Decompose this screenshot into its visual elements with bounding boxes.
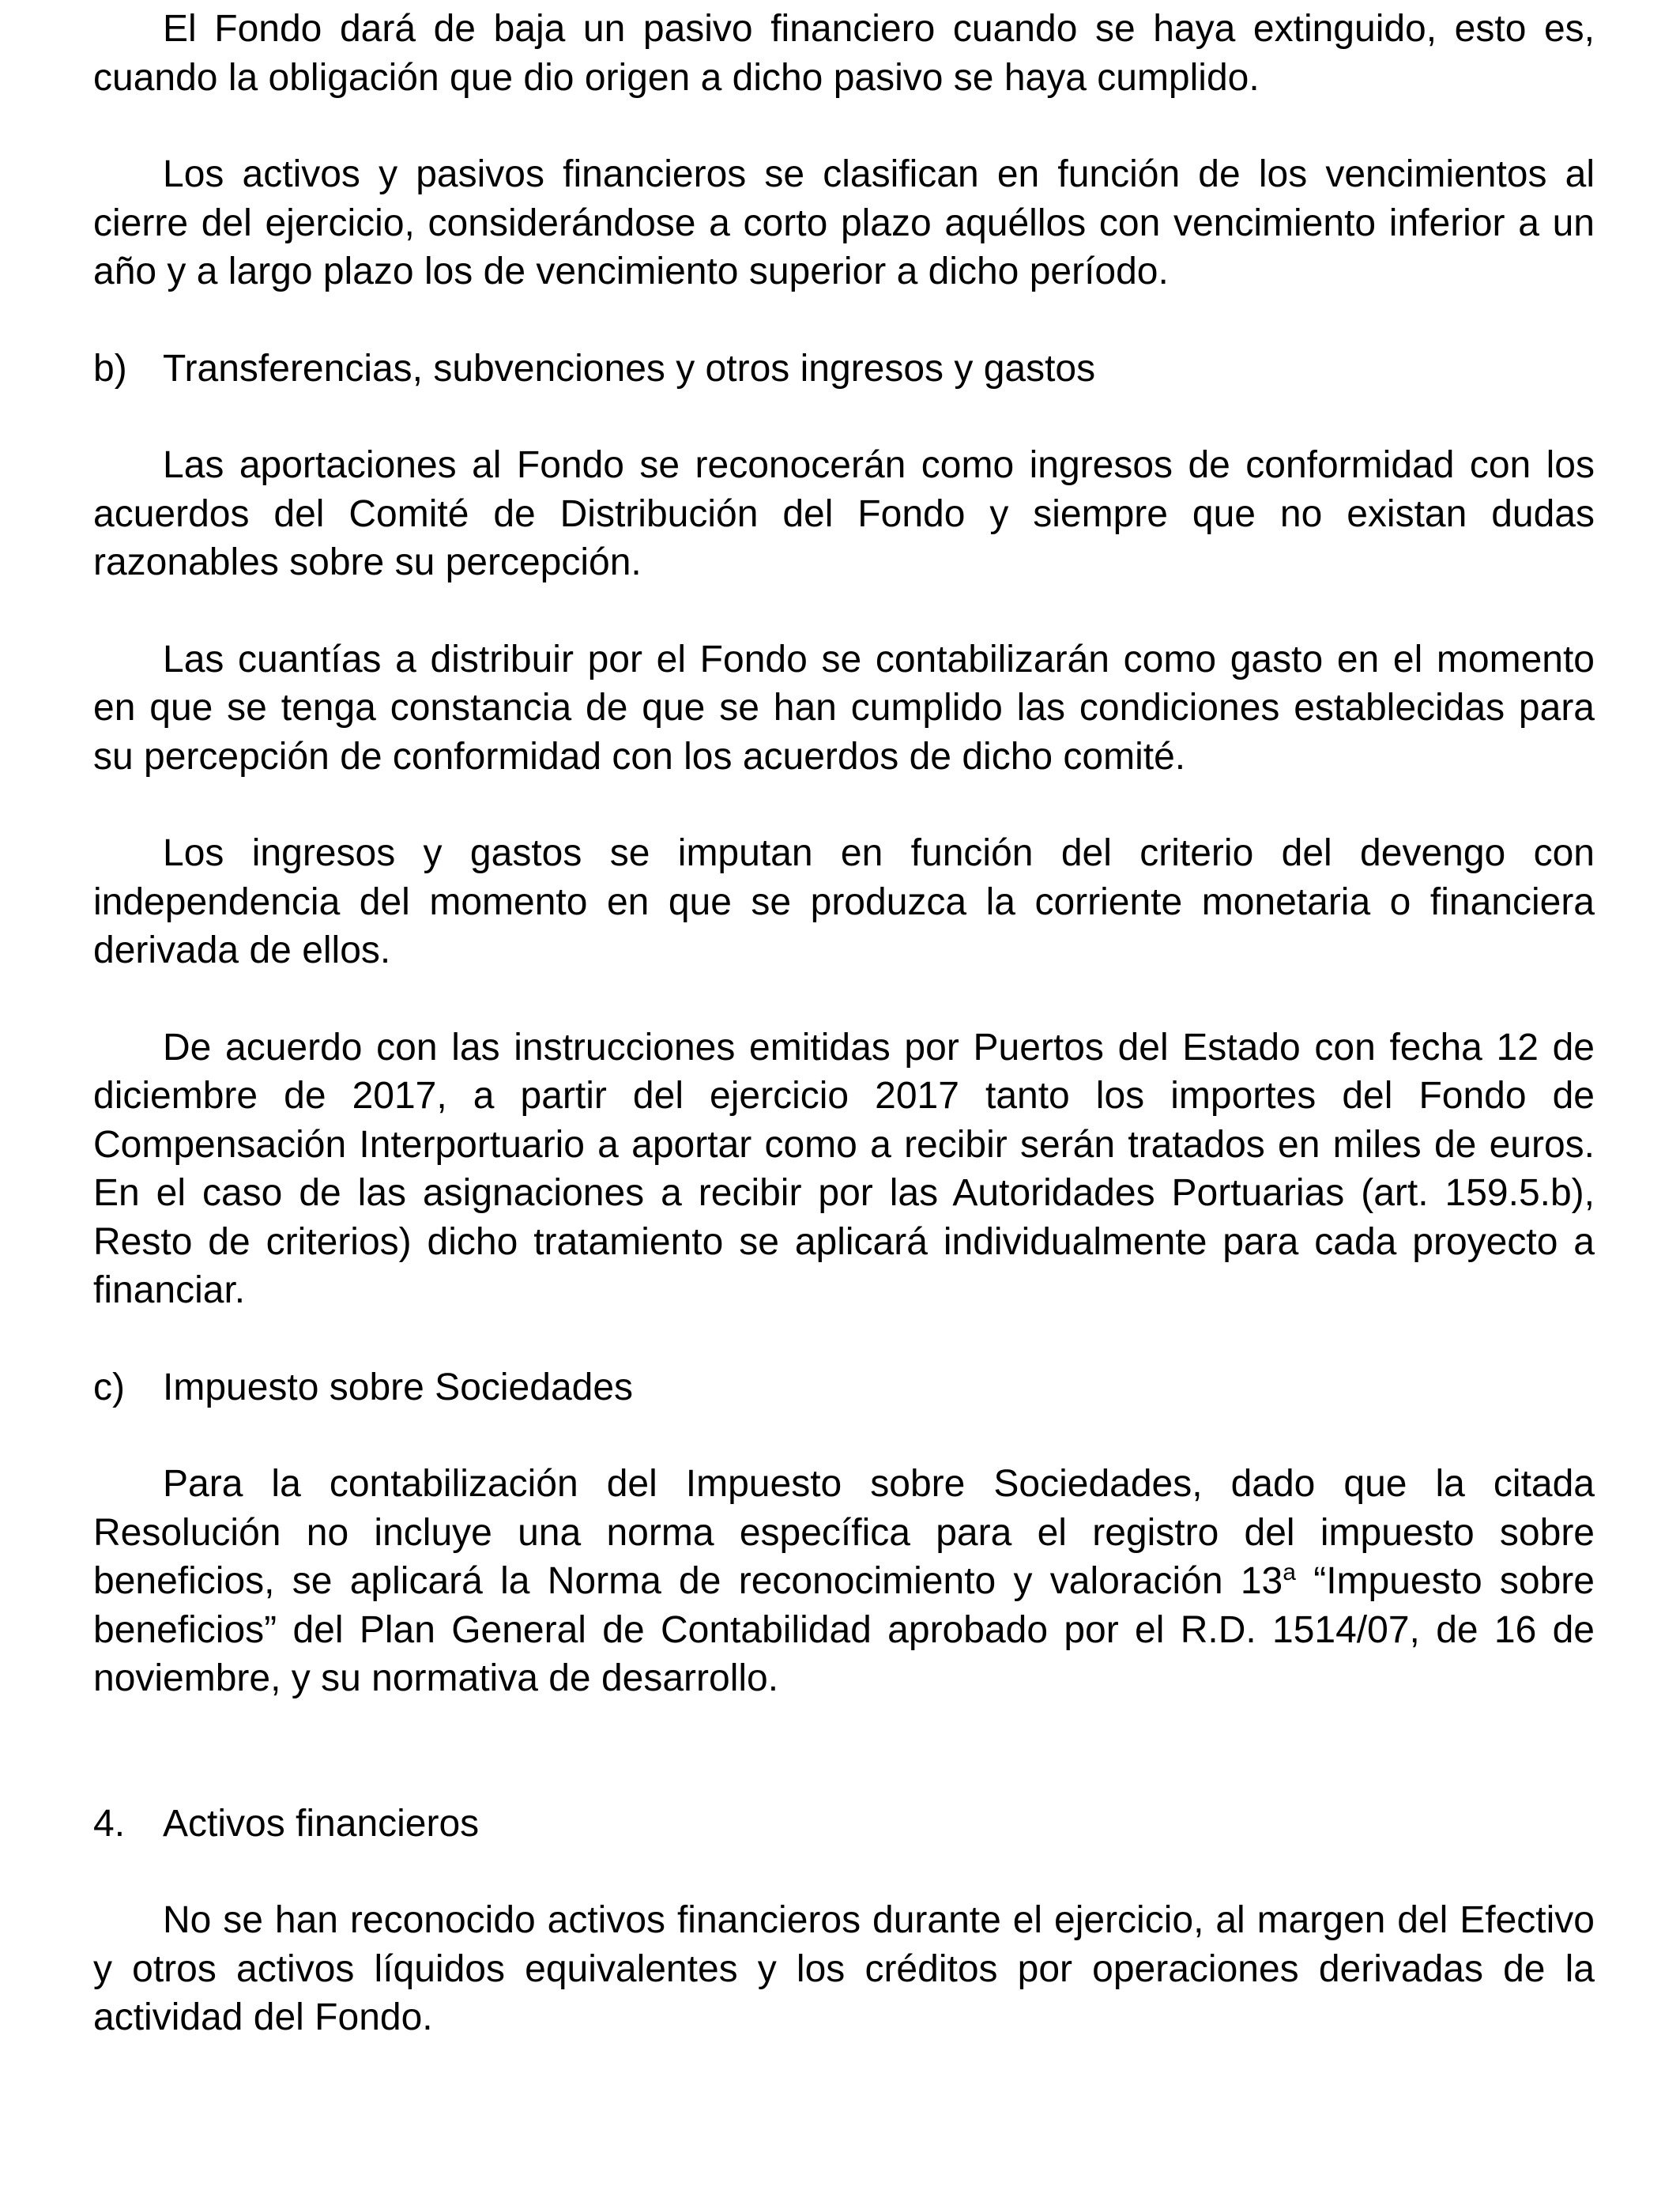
section-heading-4 <box>93 1800 1595 1849</box>
section-heading-b <box>93 345 1595 394</box>
ordinal-superscript: a <box>1283 1559 1296 1585</box>
section-spacer <box>93 1751 1595 1800</box>
paragraph-activos-financieros: No se han reconocido activos financieros durante el ejercicio, al margen del Efectivo y otros activos líquidos equivalentes y los créditos por operaciones derivadas de la actividad del Fondo. <box>93 1899 1595 2038</box>
paragraph-pasivo-baja: El Fondo dará de baja un pasivo financiero cuando se haya extinguido, esto es, cuando la obligación que dio origen a dicho pasivo se haya cumplido. <box>93 8 1595 99</box>
heading-marker: c) <box>93 1366 125 1408</box>
paragraph-devengo: Los ingresos y gastos se imputan en función del criterio del devengo con independencia del momento en que se produzca la corriente monetaria o financiera derivada de ellos. <box>93 832 1595 971</box>
paragraph-impuesto-tail: “Impuesto sobre beneficios” del Plan General de Contabilidad aprobado por el R.D. 1514/07, de 16 de noviembre, y su normativa de desarrollo. <box>93 1560 1595 1699</box>
heading-title: Transferencias, subvenciones y otros ingresos y gastos <box>163 347 1096 390</box>
paragraph-impuesto <box>93 1460 1595 1703</box>
paragraph-impuesto-text: Para la contabilización del Impuesto sobre Sociedades, dado que la citada Resolución no incluye una norma específica para el registro del impuesto sobre beneficios, se aplicará la Norma de reconocimiento y valoración 13 <box>93 1463 1595 1602</box>
heading-marker: 4. <box>93 1802 126 1845</box>
paragraph-clasificacion-vencimientos: Los activos y pasivos financieros se clasifican en función de los vencimientos al cierre del ejercicio, considerándose a corto plazo aquéllos con vencimiento inferior a un año y a largo plazo los de vencimiento superior a dicho período. <box>93 153 1595 292</box>
heading-marker: b) <box>93 347 127 390</box>
document-page <box>93 5 1595 2090</box>
paragraph-cuantias: Las cuantías a distribuir por el Fondo se contabilizarán como gasto en el momento en que se tenga constancia de que se han cumplido las condiciones establecidas para su percepción de conformidad con los acuerdos de dicho comité. <box>93 638 1595 778</box>
paragraph-aportaciones: Las aportaciones al Fondo se reconocerán como ingresos de conformidad con los acuerdos del Comité de Distribución del Fondo y siempre que no existan dudas razonables sobre su percepción. <box>93 444 1595 583</box>
heading-title: Impuesto sobre Sociedades <box>163 1366 634 1408</box>
heading-title: Activos financieros <box>163 1802 480 1845</box>
section-heading-c <box>93 1363 1595 1412</box>
paragraph-instrucciones: De acuerdo con las instrucciones emitidas por Puertos del Estado con fecha 12 de diciembre de 2017, a partir del ejercicio 2017 tanto los importes del Fondo de Compensación Interportuario a aportar como a recibir serán tratados en miles de euros. En el caso de las asignaciones a recibir por las Autoridades Portuarias (art. 159.5.b), Resto de criterios) dicho tratamiento se aplicará individualmente para cada proyecto a financiar. <box>93 1026 1595 1311</box>
